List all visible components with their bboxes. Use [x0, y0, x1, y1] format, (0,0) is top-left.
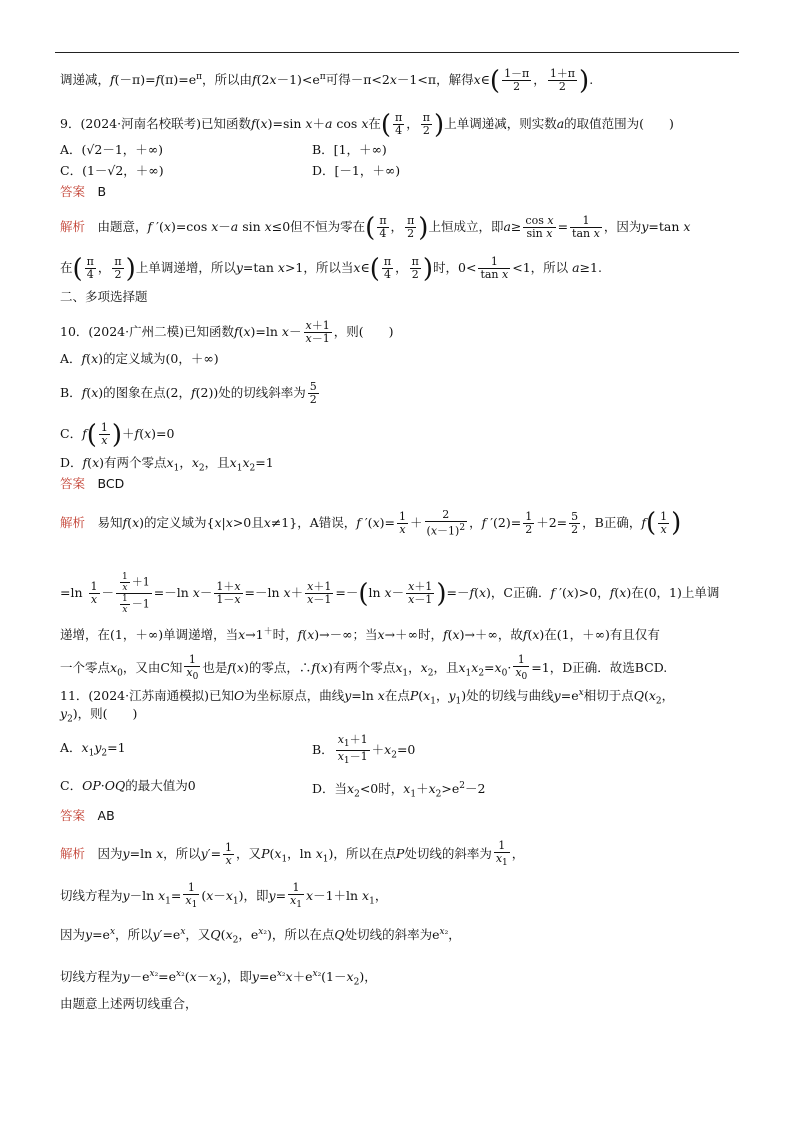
q10-option-d: D．f(x)有两个零点$x_1$，$x_2$，且$x_1x_2=1$	[60, 455, 274, 474]
q11-option-d: D．当$x_2<0$时，$x_1+x_2>e^2-2$	[312, 781, 486, 800]
q11-option-c: C．OP·OQ的最大值为0	[60, 778, 196, 793]
q9-analysis-1: 解析 由题意，f ′(x)=cos x－a sin x≤0但不恒为零在( $\frac{\pi}{4}$ ， $\frac{\pi}{2}$ )上恒成立，即a≥ $\frac{\text{cos x}}{\text{sin x}}$ = $\frac{1}{\text{tan x}}$ ，因为y=tan x	[60, 212, 691, 243]
q11-analysis-2: 切线方程为y－ln $x_1=$ $\frac{1}{x_1}$ $(x-x_1)$，即y= $\frac{1}{x_1}$ x－1＋ln $x_1$，	[60, 881, 388, 911]
q10-analysis-4: 一个零点$x_0$，又由C知 $\frac{1}{x_0}$ 也是f(x)的零点，∴f(x)有两个零点$x_1$，$x_2$，且$x_1x_2=x_0\cdot$ $\frac{1}{x_0}$ =1，D正确．故选BCD.	[60, 653, 668, 683]
text-line: 调递减，$f(-\pi)=f(\pi)=e^\pi$，所以由$f(2x-1)<e^\pi$可得－π<2x－1<π，解得x∈( $\frac{1-\pi}{2}$ ， $\frac{1+\pi}{2}$ ).	[60, 65, 594, 96]
q11-analysis-4: 切线方程为$y-e^{x_2}=e^{x_2}(x-x_2)$，即$y=e^{x_2}x+e^{x_2}(1-x_2)$，	[60, 969, 377, 988]
q11-analysis-5: 由题意上述两切线重合，	[60, 996, 198, 1011]
q9-answer: 答案 B	[60, 184, 107, 199]
question-11: 11．(2024·江苏南通模拟)已知O为坐标原点，曲线y=ln x在点$P(x_1$，$y_1$)处的切线与曲线$y=e^x$相切于点$Q(x_2$，	[60, 688, 675, 707]
q9-option-b: B．[1，＋∞)	[312, 142, 387, 157]
q10-analysis-2: =ln $\frac{1}{x}$ － $\frac{1}{x}$ ＋1 $\frac{1}{x}$ －1 =－ln x－ $\frac{1+x}{1-x}$ =－ln x＋ $\frac{x+1}{x-1}$ =－(ln x－ $\frac{x+1}{x-1}$ )=－f(x)，C正确．f ′(x)>0，f(x)在(0，1)上单调	[60, 572, 720, 615]
q10-option-b: B．f(x)的图象在点(2，f(2))处的切线斜率为 $\frac{5}{2}$	[60, 380, 317, 406]
q9-option-a: A．(√2－1，＋∞)	[60, 142, 164, 157]
q9-analysis-2: 在( $\frac{\pi}{4}$ ， $\frac{\pi}{2}$ )上单调递增，所以y=tan x>1，所以当x∈( $\frac{\pi}{4}$ ， $\frac{\pi}{2}$ )时，0< $\frac{1}{\text{tan x}}$ <1，所以 a≥1.	[60, 253, 602, 284]
q11-option-b: B． $\frac{x_1+1}{x_1-1}$ $+x_2=0$	[312, 733, 416, 767]
q9-option-d: D．[－1，＋∞)	[312, 163, 401, 178]
q10-answer: 答案 BCD	[60, 476, 125, 491]
q9-option-c: C．(1－√2，＋∞)	[60, 163, 164, 178]
q11-answer: 答案 AB	[60, 808, 115, 823]
q10-analysis-1: 解析 易知f(x)的定义域为{x|x>0且x≠1}，A错误，f ′(x)= $\frac{1}{x}$ ＋ $\frac{2}{(x-1)^2}$ ，f ′(2)= $\frac{1}{2}$ ＋2= $\frac{5}{2}$ ，B正确，f( $\frac{1}{x}$ )	[60, 508, 682, 539]
question-9: 9．(2024·河南名校联考)已知函数f(x)=sin x＋a cos x在( $\frac{\pi}{4}$ ， $\frac{\pi}{2}$ )上单调递减，则实数a的取值范围为( )	[60, 109, 674, 140]
q10-option-c: C．f( $\frac{1}{x}$ )＋f(x)=0	[60, 419, 175, 450]
q11-analysis-1: 解析 因为y=ln x，所以y′= $\frac{1}{x}$ ，又$P(x_1$，$\ln x_1$)，所以在点P处切线的斜率为 $\frac{1}{x_1}$ ，	[60, 839, 525, 869]
header-rule	[55, 52, 739, 53]
section-heading: 二、多项选择题	[60, 289, 148, 304]
q11-analysis-3: 因为$y=e^x$，所以$y'=e^x$，又$Q(x_2$，$e^{x_2}$)，所以在点Q处切线的斜率为$e^{x_2}$，	[60, 927, 461, 946]
question-11-cont: $y_2$)，则( )	[60, 706, 138, 725]
q10-option-a: A．f(x)的定义域为(0，＋∞)	[60, 351, 219, 366]
question-10: 10．(2024·广州二模)已知函数f(x)=ln x－ $\frac{x+1}{x-1}$ ，则( )	[60, 319, 394, 345]
q11-option-a: A．$x_1y_2=1$	[60, 740, 126, 759]
q10-analysis-3: 递增，在(1，＋∞)单调递增，当x→1＋时，f(x)→－∞；当x→＋∞时，f(x)→＋∞，故f(x)在(1，＋∞)有且仅有	[60, 627, 660, 643]
